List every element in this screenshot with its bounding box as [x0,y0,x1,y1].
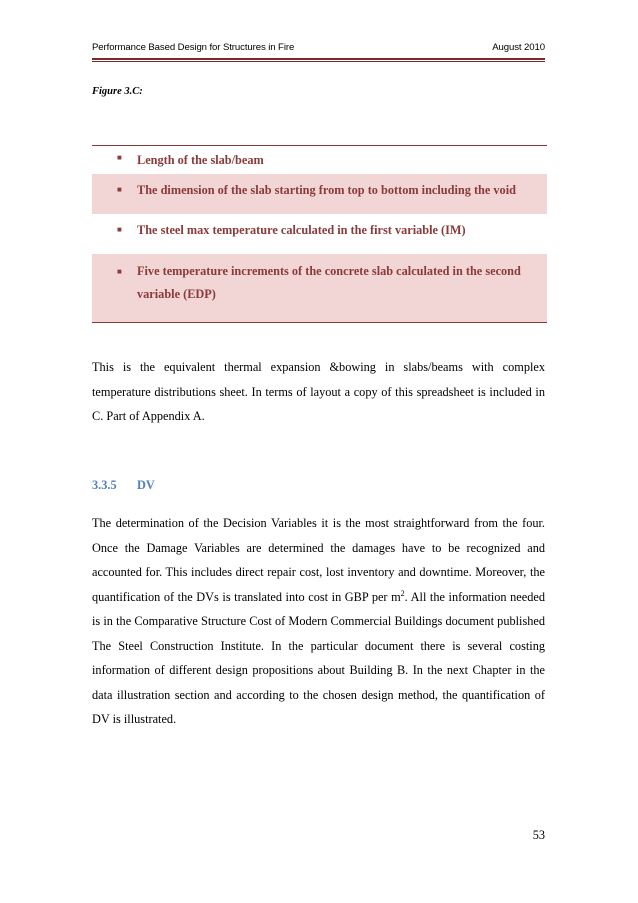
page-number: 53 [532,828,545,842]
section-heading [92,478,155,493]
bullet-text: The steel max temperature calculated in the first variable (IM) [137,223,466,237]
bullet-row [92,254,547,322]
bullet-table [92,145,547,323]
header-rule-thin [92,61,545,62]
section-title: DV [137,478,155,492]
square-bullet-icon: ■ [117,225,122,234]
bullet-text: Length of the slab/beam [137,153,264,167]
header-title: Performance Based Design for Structures in Fire [92,42,295,53]
bullet-text: Five temperature increments of the concrete slab calculated in the second variable (EDP) [137,264,521,301]
paragraph-text-part1: The determination of the Decision Variables it is the most straightforward from the four. Once the Damage Variables are determined the damages have to be recognized and accounted for. This includes direct repair cost, lost inventory and downtime. Moreover, the quantification of the DVs is translated into cost in GBP per m [92,516,545,604]
header-date: August 2010 [492,42,545,53]
paragraph-thermal-expansion: This is the equivalent thermal expansion &bowing in slabs/beams with complex temperature distributions sheet. In terms of layout a copy of this spreadsheet is included in C. Part of Appendix A. [92,360,545,423]
square-bullet-icon: ■ [117,267,122,276]
section-number: 3.3.5 [92,478,117,492]
square-bullet-icon: ■ [117,185,122,194]
square-bullet-icon: ■ [117,153,122,162]
bullet-row [92,174,547,214]
header-rule-thick [92,58,545,60]
paragraph-decision-variables [92,511,545,732]
paragraph-text-part2: . All the information needed is in the Comparative Structure Cost of Modern Commercial Buildings document published The Steel Construction Institute. In the particular document there is several costing information of different design propositions about Building B. In the next Chapter in the data illustration section and according to the chosen design method, the quantification of DV is illustrated. [92,589,545,726]
superscript: 2 [400,588,405,598]
page-header [92,42,545,53]
bullet-row [92,214,547,254]
bullet-text: The dimension of the slab starting from top to bottom including the void [137,183,516,197]
bullet-row [92,146,547,174]
figure-caption: Figure 3.C: [92,86,143,97]
